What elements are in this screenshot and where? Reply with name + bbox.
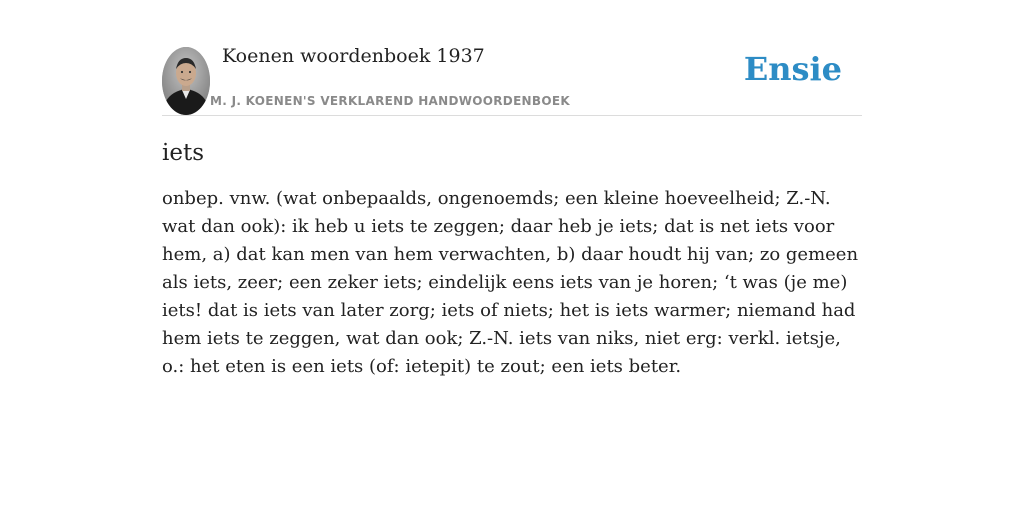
entry-definition: onbep. vnw. (wat onbepaalds, ongenoemds; een kleine hoeveelheid; Z.-N. wat dan ook): ik heb u iets te zeggen; daar heb je iets; dat is net iets voor hem, a) dat kan men van hem verwachten, b) daar houdt hij van; zo gemeen als iets, zeer; een zeker iets; eindelijk eens iets van je horen; ‘t was (je me) iets! dat is iets van later zorg; iets of niets; het is iets warmer; niemand had hem iets te zeggen, wat dan ook; Z.-N. iets van niks, niet erg: verkl. ietsje, o.: het eten is een iets (of: ietepit) te zout; een iets beter. <box>162 188 859 377</box>
author-portrait-icon <box>162 47 210 115</box>
brand-logo-link[interactable]: Ensie <box>743 50 842 88</box>
dictionary-title[interactable]: Koenen woordenboek 1937 <box>222 45 485 67</box>
dictionary-subtitle: M. J. KOENEN'S VERKLAREND HANDWOORDENBOEK <box>210 94 570 108</box>
page-container <box>162 0 862 381</box>
entry-headword: iets <box>162 140 205 166</box>
page-header <box>162 0 862 116</box>
